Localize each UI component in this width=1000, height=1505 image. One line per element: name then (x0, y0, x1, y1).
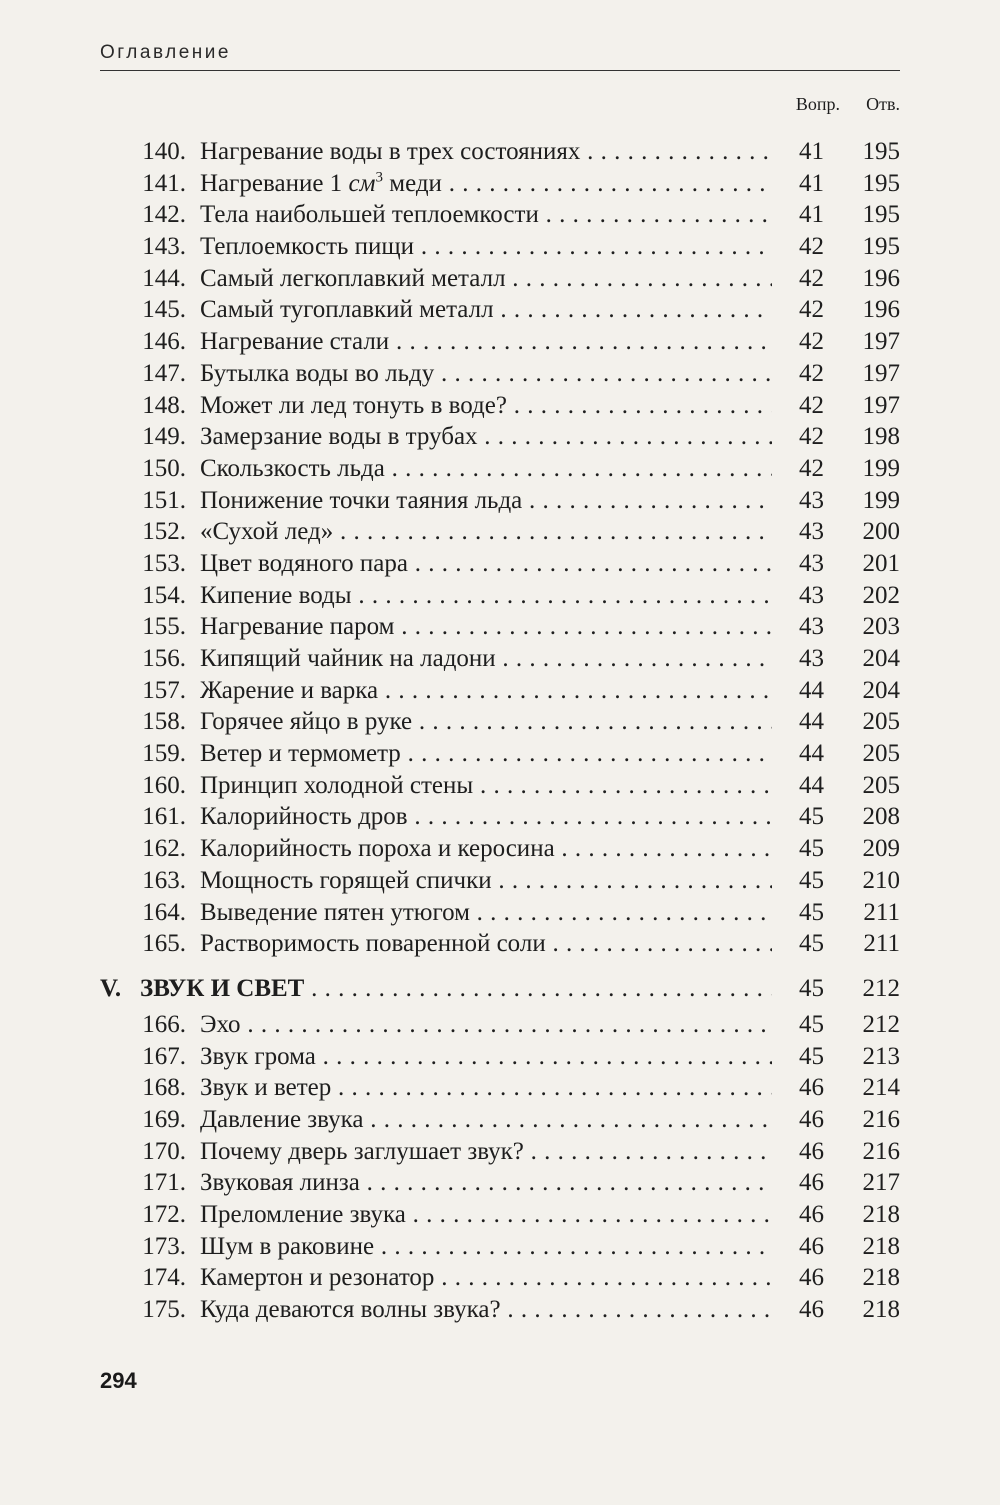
toc-entry[interactable] (0, 706, 1000, 738)
entry-number: 175. (142, 1296, 186, 1324)
question-page: 42 (799, 296, 824, 324)
answer-page: 203 (862, 613, 900, 641)
question-page: 46 (799, 1296, 824, 1324)
answer-page: 216 (862, 1137, 900, 1165)
answer-page: 202 (862, 581, 900, 609)
answer-page: 218 (862, 1232, 900, 1260)
toc-entry[interactable] (0, 294, 1000, 326)
answer-page: 211 (863, 898, 900, 926)
question-page: 42 (799, 454, 824, 482)
answer-page: 211 (863, 930, 900, 958)
question-page: 42 (799, 233, 824, 261)
entry-title: Нагревание стали . . . (200, 326, 772, 358)
entry-number: 164. (142, 898, 186, 926)
entry-number: 173. (142, 1232, 186, 1260)
toc-entry[interactable] (0, 1294, 1000, 1326)
question-page: 43 (799, 581, 824, 609)
toc-section-heading[interactable] (0, 972, 1000, 1006)
question-page: 44 (799, 676, 824, 704)
answer-page: 218 (862, 1296, 900, 1324)
answer-page: 197 (862, 328, 900, 356)
toc-entry[interactable] (0, 611, 1000, 643)
entry-title: Шум в раковине . . . (200, 1231, 772, 1263)
toc-entry[interactable] (0, 580, 1000, 612)
question-page: 46 (799, 1105, 824, 1133)
answer-page: 196 (862, 264, 900, 292)
answer-page: 218 (862, 1201, 900, 1228)
entry-title: Нагревание паром . . . (200, 611, 772, 643)
question-page: 43 (799, 486, 824, 514)
question-page: 46 (799, 1137, 824, 1165)
entry-title: Самый легкоплавкий металл . . . (200, 263, 772, 295)
toc-entry[interactable] (0, 421, 1000, 453)
entry-number: 143. (142, 233, 186, 261)
running-title: Оглавление (100, 42, 231, 63)
question-page: 43 (799, 518, 824, 546)
toc-entry[interactable] (0, 1262, 1000, 1294)
entry-number: 152. (142, 518, 186, 546)
answer-page: 204 (862, 645, 900, 672)
entry-title: Куда деваются волны звука? . . . (200, 1294, 772, 1326)
question-page: 41 (799, 169, 824, 197)
entry-title: Преломление звука . . . (200, 1199, 772, 1231)
entry-number: 160. (142, 771, 186, 799)
entry-number: 144. (142, 264, 186, 292)
section-number: V. (100, 974, 122, 1002)
answer-page: 208 (862, 803, 900, 831)
question-page: 45 (799, 866, 824, 894)
toc-entry[interactable] (0, 865, 1000, 897)
question-page: 46 (799, 1074, 824, 1102)
header-rule (100, 70, 900, 71)
question-page: 42 (799, 359, 824, 387)
answer-page: 196 (862, 296, 900, 324)
answer-page: 212 (862, 1010, 900, 1038)
toc-entry[interactable] (0, 833, 1000, 865)
toc-entry[interactable] (0, 1167, 1000, 1199)
answer-page: 199 (862, 454, 900, 482)
toc-entry[interactable] (0, 485, 1000, 517)
answer-page: 209 (862, 835, 900, 863)
entry-title: Звуковая линза . . . (200, 1167, 772, 1199)
toc-entry[interactable] (0, 548, 1000, 580)
entry-number: 153. (142, 549, 186, 577)
question-page: 42 (799, 391, 824, 419)
entry-title: «Сухой лед» . . . (200, 516, 772, 548)
entry-number: 148. (142, 391, 186, 419)
entry-number: 162. (142, 835, 186, 863)
entry-title: Кипение воды . . . (200, 580, 772, 612)
toc-entry[interactable] (0, 928, 1000, 960)
answer-page: 195 (862, 201, 900, 229)
answer-page: 214 (862, 1074, 900, 1102)
toc-entry[interactable] (0, 136, 1000, 168)
question-page: 41 (799, 138, 824, 165)
answer-page: 204 (862, 676, 900, 704)
question-column-header: Вопр. (795, 94, 840, 114)
question-page: 45 (799, 930, 824, 958)
entry-title: Тела наибольшей теплоемкости . . . (200, 199, 772, 231)
entry-title-part: см (348, 169, 376, 197)
entry-title: Самый тугоплавкий металл . . . (200, 294, 772, 326)
question-page: 41 (799, 201, 824, 229)
toc-entry[interactable] (0, 453, 1000, 485)
entry-title (200, 168, 772, 200)
entry-title: Звук и ветер . . . (200, 1072, 772, 1104)
question-page: 42 (799, 328, 824, 356)
entry-title: Калорийность дров . . . (200, 801, 772, 833)
answer-column-header: Отв. (866, 94, 900, 114)
entry-title: Кипящий чайник на ладони . . . (200, 643, 772, 675)
entry-title: Бутылка воды во льду . . . (200, 358, 772, 390)
entry-number: 141. (142, 169, 186, 197)
question-page: 44 (799, 771, 824, 799)
entry-number: 157. (142, 676, 186, 704)
toc-entry[interactable] (0, 326, 1000, 358)
entry-title: Камертон и резонатор . . . (200, 1262, 772, 1294)
entry-number: 174. (142, 1264, 186, 1292)
question-page: 42 (799, 423, 824, 451)
entry-number: 150. (142, 454, 186, 482)
question-page: 46 (799, 1169, 824, 1197)
toc-entry[interactable] (0, 358, 1000, 390)
toc-entry[interactable] (0, 168, 1000, 200)
entry-number: 156. (142, 645, 186, 672)
answer-page: 195 (862, 233, 900, 261)
entry-number: 147. (142, 359, 186, 387)
answer-page: 213 (862, 1042, 900, 1070)
section-question-page: 45 (799, 974, 824, 1002)
question-page: 45 (799, 835, 824, 863)
answer-page: 217 (862, 1169, 900, 1197)
entry-title-part: Нагревание 1 (200, 169, 349, 197)
entry-title: Понижение точки таяния льда . . . (200, 485, 772, 517)
entry-number: 169. (142, 1105, 186, 1133)
entry-title: Скользкость льда . . . (200, 453, 772, 485)
answer-page: 205 (862, 740, 900, 768)
entry-title: Растворимость поваренной соли . . . (200, 928, 772, 960)
toc-entry[interactable] (0, 1041, 1000, 1073)
toc-entry[interactable] (0, 263, 1000, 295)
entry-number: 142. (142, 201, 186, 229)
entry-number: 165. (142, 930, 186, 958)
entry-title: Теплоемкость пищи . . . (200, 231, 772, 263)
table-of-contents (0, 136, 1000, 1326)
toc-entry[interactable] (0, 770, 1000, 802)
answer-page: 195 (862, 138, 900, 165)
toc-entry[interactable] (0, 897, 1000, 929)
entry-number: 158. (142, 708, 186, 736)
section-title: ЗВУК И СВЕТ . . . (140, 972, 772, 1006)
entry-number: 145. (142, 296, 186, 324)
toc-entry[interactable] (0, 675, 1000, 707)
entry-title: Давление звука . . . (200, 1104, 772, 1136)
entry-title: Калорийность пороха и керосина . . . (200, 833, 772, 865)
entry-number: 167. (142, 1042, 186, 1070)
answer-page: 195 (862, 169, 900, 197)
entry-number: 159. (142, 740, 186, 768)
entry-title: Звук грома . . . (200, 1041, 772, 1073)
entry-title: Горячее яйцо в руке . . . (200, 706, 772, 738)
answer-page: 205 (862, 771, 900, 799)
entry-title: Жарение и варка . . . (200, 675, 772, 707)
toc-entry[interactable] (0, 516, 1000, 548)
page-number: 294 (100, 1368, 137, 1393)
section-answer-page: 212 (862, 974, 900, 1002)
answer-page: 198 (862, 423, 900, 451)
entry-title: Эхо . . . (200, 1009, 772, 1041)
toc-group-heat (0, 136, 1000, 960)
entry-number: 168. (142, 1074, 186, 1102)
entry-number: 166. (142, 1010, 186, 1038)
entry-number: 172. (142, 1201, 186, 1228)
toc-entry[interactable] (0, 1009, 1000, 1041)
answer-page: 199 (862, 486, 900, 514)
answer-page: 197 (862, 359, 900, 387)
entry-title: Цвет водяного пара . . . (200, 548, 772, 580)
toc-entry[interactable] (0, 231, 1000, 263)
question-page: 43 (799, 613, 824, 641)
question-page: 46 (799, 1201, 824, 1228)
question-page: 43 (799, 645, 824, 672)
toc-entry[interactable] (0, 801, 1000, 833)
column-headers (0, 94, 1000, 118)
toc-entry[interactable] (0, 1231, 1000, 1263)
entry-title-part: меди (383, 169, 442, 197)
entry-number: 163. (142, 866, 186, 894)
question-page: 44 (799, 740, 824, 768)
toc-entry[interactable] (0, 390, 1000, 422)
question-page: 44 (799, 708, 824, 736)
entry-number: 146. (142, 328, 186, 356)
entry-title: Мощность горящей спички . . . (200, 865, 772, 897)
toc-entry[interactable] (0, 643, 1000, 675)
entry-title: Может ли лед тонуть в воде? . . . (200, 390, 772, 422)
answer-page: 201 (862, 549, 900, 577)
entry-number: 149. (142, 423, 186, 451)
question-page: 45 (799, 803, 824, 831)
entry-title: Замерзание воды в трубах . . . (200, 421, 772, 453)
answer-page: 205 (862, 708, 900, 736)
toc-entry[interactable] (0, 199, 1000, 231)
entry-title: Почему дверь заглушает звук? . . . (200, 1136, 772, 1168)
toc-entry[interactable] (0, 1104, 1000, 1136)
toc-entry[interactable] (0, 1199, 1000, 1231)
answer-page: 200 (862, 518, 900, 546)
question-page: 45 (799, 1042, 824, 1070)
question-page: 42 (799, 264, 824, 292)
entry-number: 161. (142, 803, 186, 831)
toc-entry[interactable] (0, 1136, 1000, 1168)
question-page: 45 (799, 1010, 824, 1038)
entry-number: 154. (142, 581, 186, 609)
entry-number: 140. (142, 138, 186, 165)
toc-group-sound (0, 1009, 1000, 1326)
entry-number: 170. (142, 1137, 186, 1165)
entry-number: 151. (142, 486, 186, 514)
answer-page: 218 (862, 1264, 900, 1292)
entry-title-part: 3 (375, 169, 383, 186)
question-page: 45 (799, 898, 824, 926)
entry-title: Выведение пятен утюгом . . . (200, 897, 772, 929)
entry-number: 171. (142, 1169, 186, 1197)
answer-page: 197 (862, 391, 900, 419)
toc-entry[interactable] (0, 1072, 1000, 1104)
entry-title: Принцип холодной стены . . . (200, 770, 772, 802)
entry-title: Ветер и термометр . . . (200, 738, 772, 770)
entry-number: 155. (142, 613, 186, 641)
answer-page: 210 (862, 866, 900, 894)
question-page: 46 (799, 1264, 824, 1292)
toc-entry[interactable] (0, 738, 1000, 770)
question-page: 46 (799, 1232, 824, 1260)
answer-page: 216 (862, 1105, 900, 1133)
entry-title: Нагревание воды в трех состояниях . . . (200, 136, 772, 168)
question-page: 43 (799, 549, 824, 577)
